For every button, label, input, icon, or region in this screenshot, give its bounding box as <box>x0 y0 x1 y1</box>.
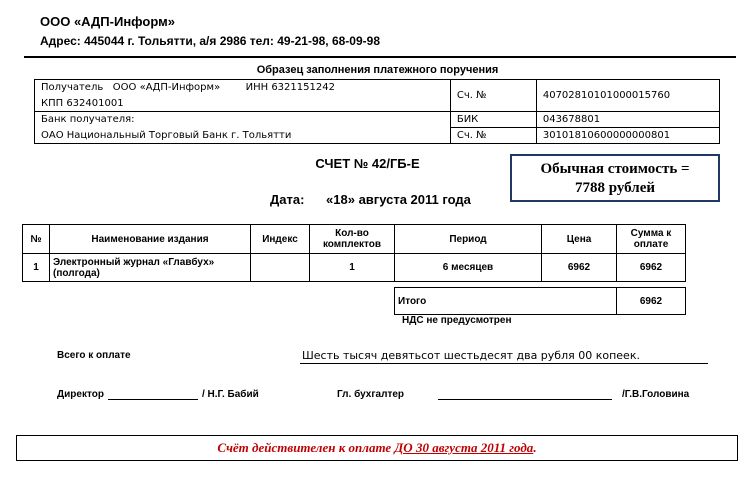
vat-note: НДС не предусмотрен <box>402 315 512 326</box>
validity-suffix: . <box>533 440 537 455</box>
items-header-row <box>23 225 686 254</box>
accountant-name: /Г.В.Головина <box>622 389 690 400</box>
corr-account-label: Сч. № <box>450 128 536 144</box>
director-signature-line <box>108 399 198 400</box>
accountant-signature-line <box>438 399 612 400</box>
corr-account-value: 30101810600000000801 <box>536 128 719 144</box>
row-index <box>251 254 310 282</box>
col-name: Наименование издания <box>50 225 251 254</box>
recipient-name: ООО «АДП-Информ» <box>112 82 221 94</box>
validity-notice <box>16 435 738 461</box>
regular-price-box <box>510 154 720 202</box>
recipient-cell <box>35 80 451 96</box>
header-divider <box>24 56 736 58</box>
invoice-date-row <box>270 192 471 207</box>
invoice-date-label: Дата: <box>270 192 305 207</box>
total-payable-words: Шесть тысяч девятьсот шестьдесят два рубля 00 копеек. <box>302 349 640 362</box>
bank-details-table <box>34 79 720 144</box>
bik-label: БИК <box>450 112 536 128</box>
director-label: Директор <box>57 389 104 400</box>
table-row <box>23 254 686 282</box>
col-price: Цена <box>542 225 617 254</box>
bank-name: ОАО Национальный Торговый Банк г. Тольятти <box>35 128 451 144</box>
company-name: ООО «АДП-Информ» <box>40 14 175 29</box>
recipient-kpp: КПП 632401001 <box>35 96 451 112</box>
invoice-number: СЧЕТ № 42/ГБ-Е <box>315 156 420 171</box>
total-value: 6962 <box>617 288 686 315</box>
validity-deadline: ДО 30 августа 2011 года <box>394 440 534 455</box>
accountant-label: Гл. бухгалтер <box>337 389 405 400</box>
recipient-label: Получатель <box>41 82 104 94</box>
total-label: Итого <box>395 288 617 315</box>
col-period: Период <box>395 225 542 254</box>
account-value: 40702810101000015760 <box>536 80 719 112</box>
col-index: Индекс <box>251 225 310 254</box>
account-label: Сч. № <box>450 80 536 112</box>
col-qty: Кол-во комплектов <box>310 225 395 254</box>
total-payable-label: Всего к оплате <box>57 350 131 361</box>
total-payable-underline <box>300 363 708 364</box>
row-sum: 6962 <box>617 254 686 282</box>
col-sum: Сумма к оплате <box>617 225 686 254</box>
company-address: Адрес: 445044 г. Тольятти, а/я 2986 тел: 49-21-98, 68-09-98 <box>40 34 380 48</box>
director-name: / Н.Г. Бабий <box>202 389 259 400</box>
total-row <box>23 288 686 315</box>
validity-prefix: Счёт действителен к оплате <box>217 440 395 455</box>
invoice-date-value: «18» августа 2011 года <box>326 192 471 207</box>
regular-price-line1: Обычная стоимость = <box>540 161 690 177</box>
row-name: Электронный журнал «Главбух» (полгода) <box>50 254 251 282</box>
row-period: 6 месяцев <box>395 254 542 282</box>
bank-label: Банк получателя: <box>35 112 451 128</box>
items-table <box>22 224 686 315</box>
payment-order-sample-title: Образец заполнения платежного поручения <box>256 64 499 76</box>
row-qty: 1 <box>310 254 395 282</box>
regular-price-line2: 7788 рублей <box>574 180 656 196</box>
recipient-inn: ИНН 6321151242 <box>245 82 335 94</box>
row-no: 1 <box>23 254 50 282</box>
row-price: 6962 <box>542 254 617 282</box>
col-no: № <box>23 225 50 254</box>
bik-value: 043678801 <box>536 112 719 128</box>
